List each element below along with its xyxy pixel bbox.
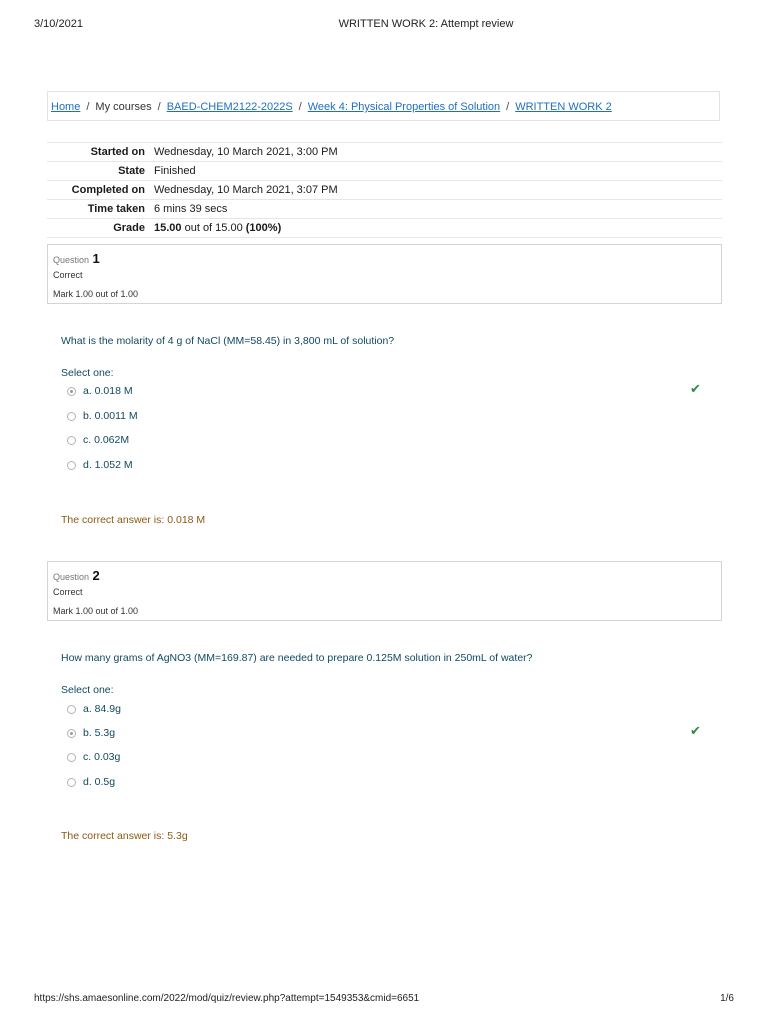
question-mark: Mark 1.00 out of 1.00 (53, 606, 139, 616)
answer-option[interactable] (67, 750, 120, 764)
answer-option-label: a. 84.9g (83, 703, 121, 715)
question-text: How many grams of AgNO3 (MM=169.87) are needed to prepare 0.125M solution in 250mL of water? (61, 652, 533, 664)
question-prefix: Question (53, 572, 90, 582)
question-info-box (47, 561, 722, 621)
summary-label: Started on (90, 146, 145, 158)
summary-row-completed (47, 181, 722, 200)
print-page-number: 1/6 (720, 993, 734, 1004)
breadcrumb-separator: / (298, 101, 302, 113)
correct-answer-feedback (61, 514, 205, 526)
summary-value (152, 219, 722, 238)
summary-label: Completed on (71, 184, 145, 196)
summary-row-started (47, 143, 722, 162)
question-number (53, 568, 100, 583)
summary-row-time-taken (47, 200, 722, 219)
answer-option[interactable] (67, 726, 115, 740)
question-state: Correct (53, 270, 83, 280)
attempt-summary-table (47, 142, 722, 238)
radio-icon[interactable] (67, 461, 76, 470)
summary-value: 6 mins 39 secs (154, 203, 228, 215)
feedback-value: 0.018 M (167, 514, 206, 526)
radio-selected-icon[interactable] (67, 729, 76, 738)
feedback-label: The correct answer is: (61, 514, 165, 526)
answer-option-label: c. 0.03g (83, 751, 121, 763)
breadcrumb-separator: / (86, 101, 90, 113)
print-url: https://shs.amaesonline.com/2022/mod/quiz/review.php?attempt=1549353&cmid=6651 (34, 993, 420, 1004)
radio-icon[interactable] (67, 778, 76, 787)
question-number-value: 2 (92, 568, 100, 583)
grade-percent: (100%) (245, 222, 282, 234)
feedback-label: The correct answer is: (61, 830, 165, 842)
check-icon: ✔ (690, 723, 701, 738)
summary-label: Time taken (87, 203, 145, 215)
summary-label: Grade (113, 222, 145, 234)
grade-out-of: out of 15.00 (184, 222, 243, 234)
answer-option[interactable] (67, 458, 133, 472)
question-number (53, 251, 100, 266)
print-title: WRITTEN WORK 2: Attempt review (338, 18, 514, 30)
breadcrumb (47, 91, 720, 121)
question-mark: Mark 1.00 out of 1.00 (53, 289, 139, 299)
question-info-box (47, 244, 722, 304)
select-one-label: Select one: (61, 684, 114, 696)
grade-score: 15.00 (154, 222, 182, 234)
summary-value: Finished (154, 165, 196, 177)
summary-label: State (118, 165, 145, 177)
breadcrumb-separator: / (157, 101, 161, 113)
breadcrumb-section-link[interactable]: Week 4: Physical Properties of Solution (307, 101, 501, 113)
radio-icon[interactable] (67, 705, 76, 714)
answer-option-label: d. 1.052 M (83, 459, 133, 471)
summary-value: Wednesday, 10 March 2021, 3:00 PM (154, 146, 338, 158)
radio-selected-icon[interactable] (67, 387, 76, 396)
answer-option[interactable] (67, 702, 121, 716)
radio-icon[interactable] (67, 412, 76, 421)
answer-option-label: d. 0.5g (83, 776, 116, 788)
summary-value: Wednesday, 10 March 2021, 3:07 PM (154, 184, 338, 196)
summary-row-state (47, 162, 722, 181)
radio-icon[interactable] (67, 436, 76, 445)
answer-option-label: a. 0.018 M (83, 385, 133, 397)
radio-icon[interactable] (67, 753, 76, 762)
breadcrumb-course-link[interactable]: BAED-CHEM2122-2022S (166, 101, 293, 113)
breadcrumb-my-courses: My courses (95, 101, 152, 113)
question-number-value: 1 (92, 251, 100, 266)
breadcrumb-home-link[interactable]: Home (51, 101, 81, 113)
summary-row-grade (47, 219, 722, 238)
correct-answer-feedback (61, 830, 188, 842)
breadcrumb-quiz-link[interactable]: WRITTEN WORK 2 (515, 101, 612, 113)
question-prefix: Question (53, 255, 90, 265)
answer-option-label: b. 5.3g (83, 727, 116, 739)
answer-option[interactable] (67, 384, 133, 398)
select-one-label: Select one: (61, 367, 114, 379)
answer-option-label: c. 0.062M (83, 434, 130, 446)
answer-option[interactable] (67, 409, 138, 423)
answer-option[interactable] (67, 775, 115, 789)
answer-option[interactable] (67, 433, 129, 447)
breadcrumb-separator: / (506, 101, 510, 113)
answer-option-label: b. 0.0011 M (83, 410, 138, 422)
check-icon: ✔ (690, 381, 701, 396)
question-state: Correct (53, 587, 83, 597)
feedback-value: 5.3g (167, 830, 188, 842)
question-text: What is the molarity of 4 g of NaCl (MM=58.45) in 3,800 mL of solution? (61, 335, 395, 347)
print-date: 3/10/2021 (34, 18, 83, 30)
